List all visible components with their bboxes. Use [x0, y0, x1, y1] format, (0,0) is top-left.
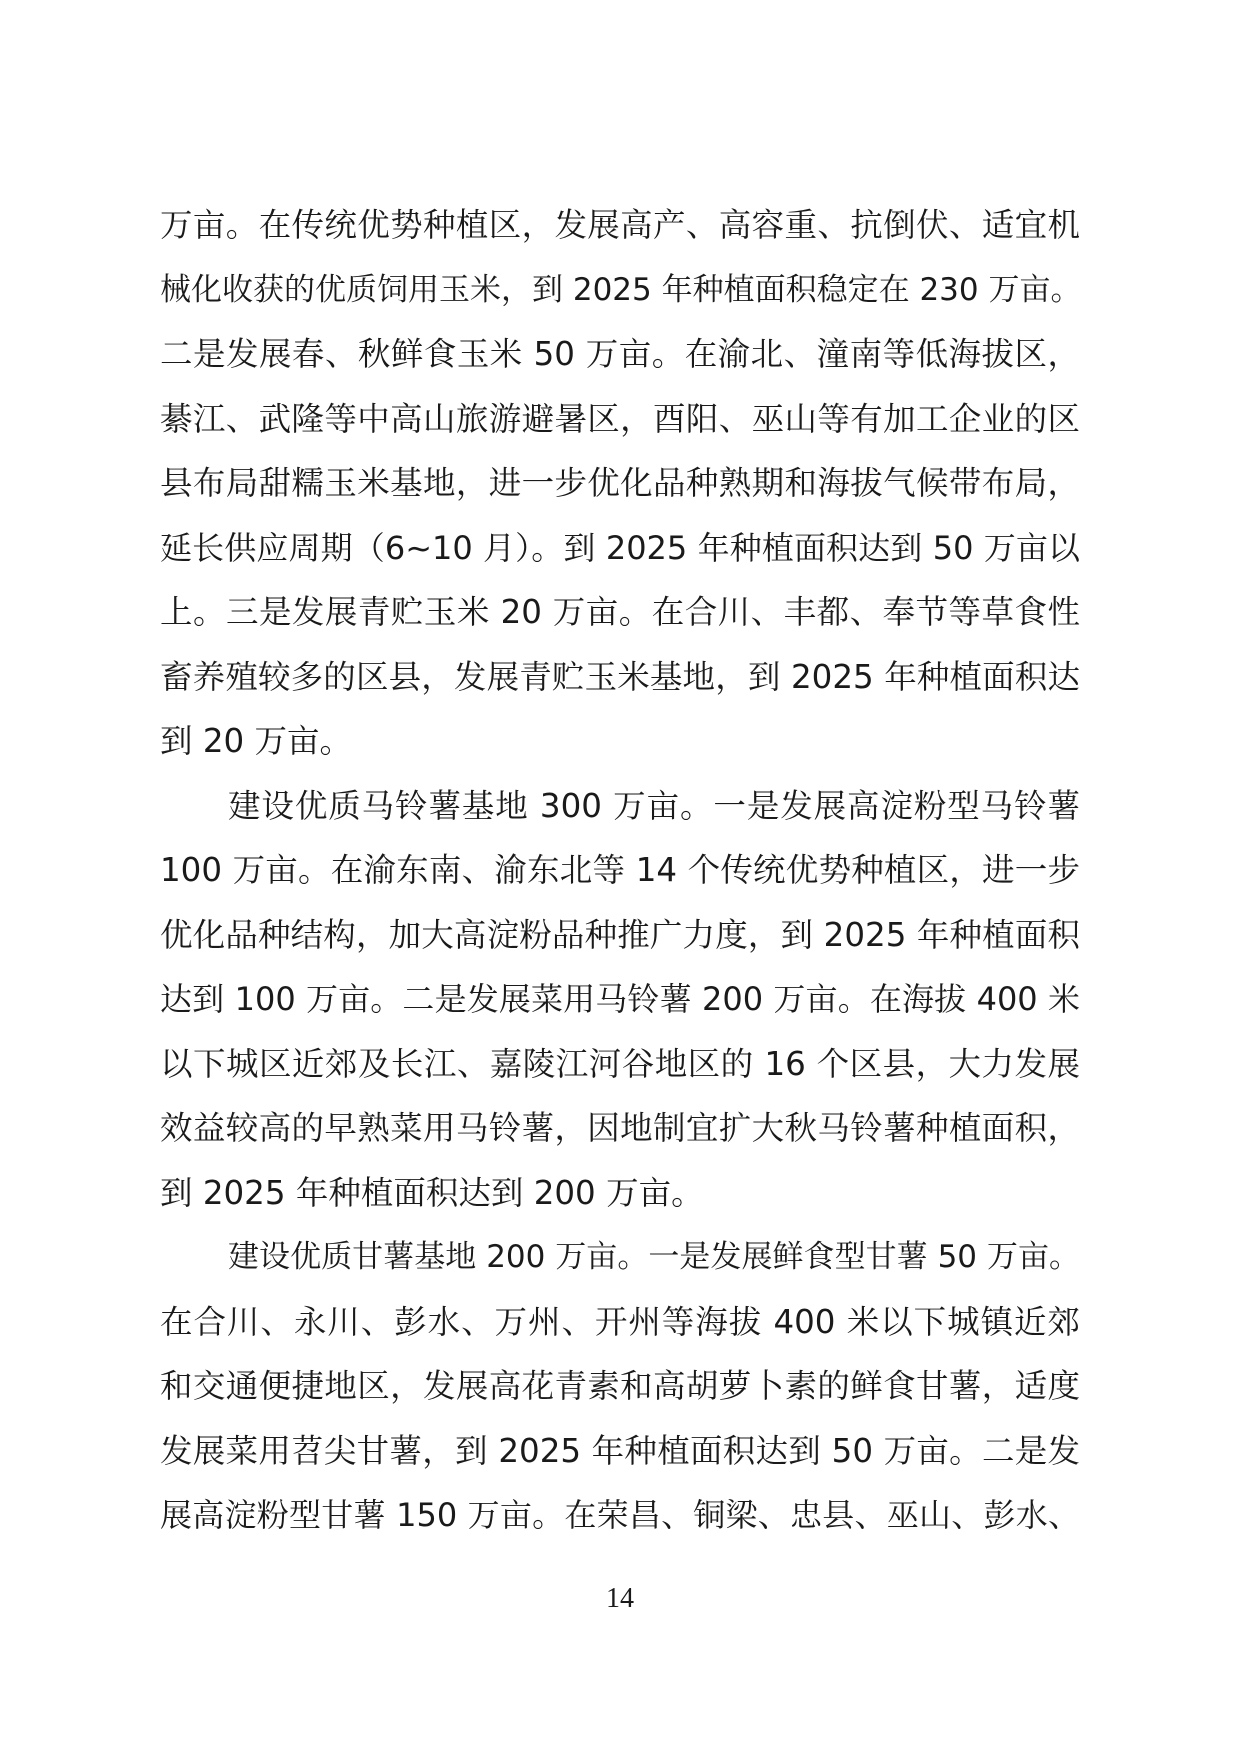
text-line: 以下城区近郊及长江、嘉陵江河谷地区的 16 个区县，大力发展	[160, 1044, 1080, 1083]
text-line: 畜养殖较多的区县，发展青贮玉米基地，到 2025 年种植面积达	[160, 657, 1080, 696]
text-line: 上。三是发展青贮玉米 20 万亩。在合川、丰都、奉节等草食性	[160, 593, 1080, 631]
page-number: 14	[606, 1583, 634, 1614]
text-line: 展高淀粉型甘薯 150 万亩。在荣昌、铜梁、忠县、巫山、彭水、	[160, 1496, 1080, 1534]
text-line: 发展菜用苕尖甘薯，到 2025 年种植面积达到 50 万亩。二是发	[160, 1431, 1080, 1470]
text-line: 械化收获的优质饲用玉米，到 2025 年种植面积稳定在 230 万亩。	[160, 271, 1082, 308]
text-line: 达到 100 万亩。二是发展菜用马铃薯 200 万亩。在海拔 400 米	[160, 980, 1080, 1018]
text-line: 和交通便捷地区，发展高花青素和高胡萝卜素的鲜食甘薯，适度	[160, 1367, 1080, 1405]
text-line: 效益较高的早熟菜用马铃薯，因地制宜扩大秋马铃薯种植面积，	[160, 1109, 1080, 1147]
paragraph-start-line: 建设优质马铃薯基地 300 万亩。一是发展高淀粉型马铃薯	[228, 786, 1080, 825]
text-line: 到 20 万亩。	[160, 722, 353, 760]
body-text	[160, 193, 1080, 1548]
text-line: 万亩。在传统优势种植区，发展高产、高容重、抗倒伏、适宜机	[160, 206, 1080, 244]
text-line: 延长供应周期（6~10 月）。到 2025 年种植面积达到 50 万亩以	[160, 528, 1080, 567]
text-line: 到 2025 年种植面积达到 200 万亩。	[160, 1173, 704, 1212]
text-line: 二是发展春、秋鲜食玉米 50 万亩。在渝北、潼南等低海拔区，	[160, 335, 1080, 373]
text-line: 100 万亩。在渝东南、渝东北等 14 个传统优势种植区，进一步	[160, 851, 1080, 889]
paragraph-start-line: 建设优质甘薯基地 200 万亩。一是发展鲜食型甘薯 50 万亩。	[228, 1239, 1080, 1275]
text-line: 县布局甜糯玉米基地，进一步优化品种熟期和海拔气候带布局，	[160, 464, 1080, 502]
text-line: 綦江、武隆等中高山旅游避暑区，酉阳、巫山等有加工企业的区	[160, 399, 1080, 438]
text-line: 在合川、永川、彭水、万州、开州等海拔 400 米以下城镇近郊	[160, 1302, 1080, 1341]
text-line: 优化品种结构，加大高淀粉品种推广力度，到 2025 年种植面积	[160, 915, 1080, 954]
